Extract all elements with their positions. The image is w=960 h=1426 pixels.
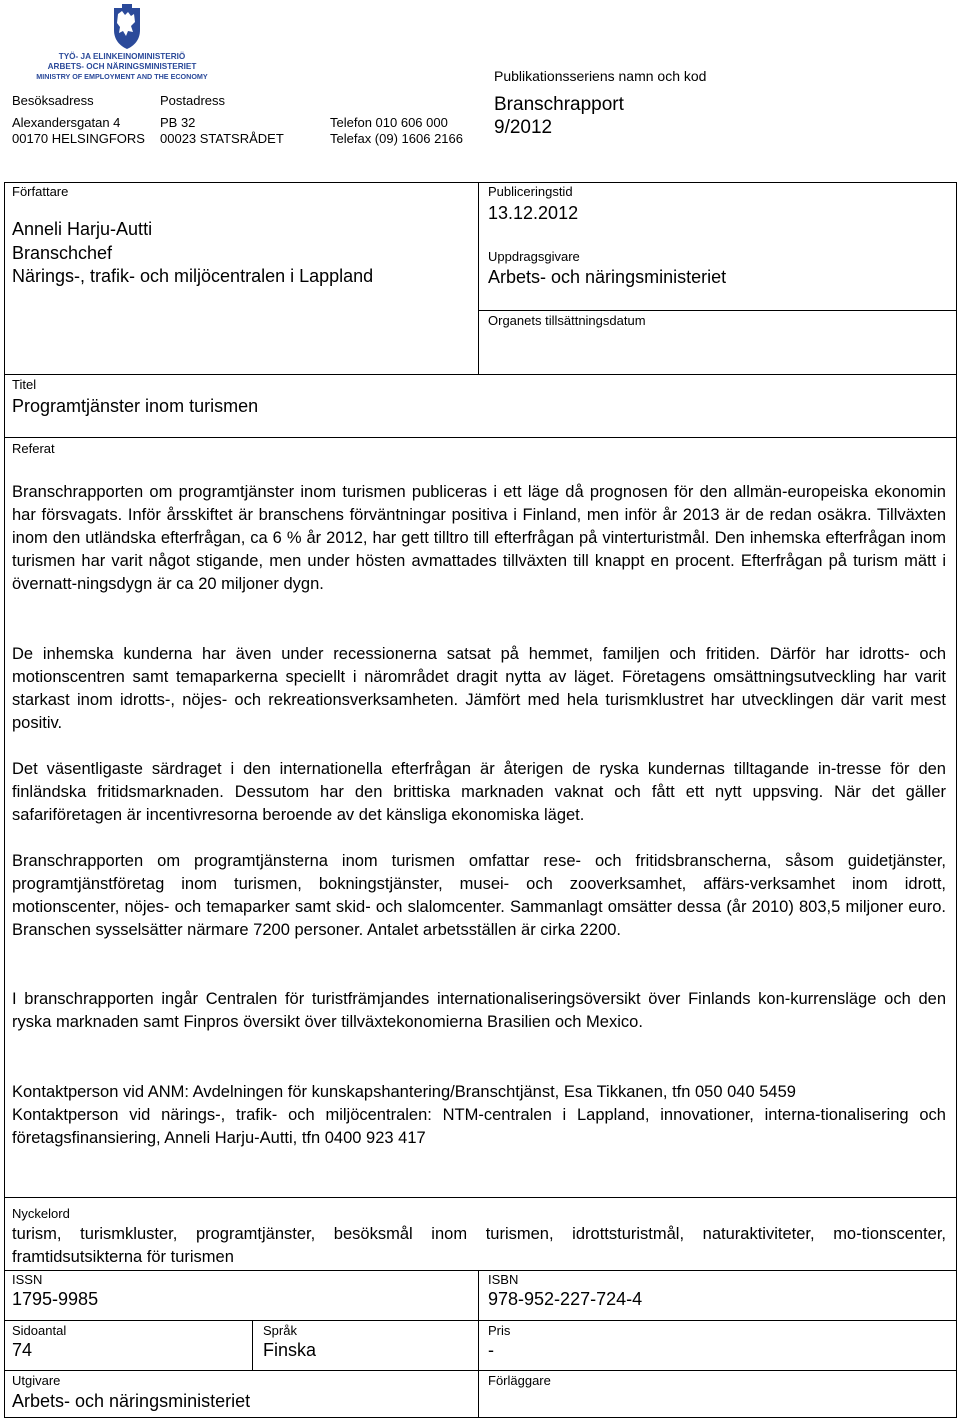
client-label: Uppdragsgivare xyxy=(488,249,580,264)
abstract-paragraph: Branschrapporten om programtjänsterna inom turismen omfattar rese- och fritidsbranscherna, såsom guidetjänster, programtjänstföretag inom turismen, bokningstjänster, musei- och zooverksamhet, affärs-verksamhet inom idrott, motionscenter, nöjes- och temaparker samt skid- och slalomcenter. Sammanlagt omsätter dessa (år 2010) 803,5 miljoner euro. Branschen sysselsätter närmare 7200 personer. Antalet arbetsställen är cirka 2200. xyxy=(12,852,946,939)
author-organization: Närings-, trafik- och miljöcentralen i Lappland xyxy=(12,266,374,286)
isbn-label: ISBN xyxy=(488,1272,519,1287)
visit-address-label: Besöksadress xyxy=(12,93,94,108)
pages-label: Sidoantal xyxy=(12,1323,67,1338)
post-city: 00023 STATSRÅDET xyxy=(160,131,284,146)
contact-persons: Kontaktperson vid ANM: Avdelningen för kunskapshantering/Branschtjänst, Esa Tikkanen, tfn 050 040 5459 Kontaktperson vid närings-, trafik- och miljöcentralen: NTM-centralen i Lappland, innovationer, interna-tionalisering och företagsfinansiering, Anneli Harju-Autti, tfn 0400 923 417 xyxy=(12,1083,946,1147)
keywords-label: Nyckelord xyxy=(12,1206,70,1221)
visit-street: Alexandersgatan 4 xyxy=(12,115,121,130)
logo-line-finnish: TYÖ- JA ELINKEINOMINISTERIÖ xyxy=(58,52,186,61)
price-label: Pris xyxy=(488,1323,511,1338)
issn-value: 1795-9985 xyxy=(12,1289,99,1309)
pages-value: 74 xyxy=(12,1340,33,1360)
visit-city: 00170 HELSINGFORS xyxy=(12,131,145,146)
abstract-paragraph: Det väsentligaste särdraget i den internationella efterfrågan är återigen de ryska kundernas tilltagande in-tresse för den finländska fritidsmarknaden. Dessutom har den brittiska marknaden vaknat och fått ett nytt uppsving. När det gäller safariföretagen är incentivresorna beroende av det känsliga ekonomiska läget. xyxy=(12,760,946,824)
author-title: Branschchef xyxy=(12,243,113,263)
title-label: Titel xyxy=(12,377,37,392)
logo-line-swedish: ARBETS- OCH NÄRINGSMINISTERIET xyxy=(47,62,197,71)
organ-date-label: Organets tillsättningsdatum xyxy=(488,313,646,328)
pubdate-value: 13.12.2012 xyxy=(488,203,579,223)
fax-number: Telefax (09) 1606 2166 xyxy=(330,131,463,146)
abstract-paragraph: De inhemska kunderna har även under recessionerna satsat på hemmet, familjen och fritiden. Därför har idrotts- och motionscentren samt temaparkerna speciellt i närområdet dragit nytta av läget. Företagens omsättningsutveckling har varit starkast inom idrotts-, nöjes- och rekreationsverksamheten. Jämfört med hela turismklustret har utvecklingen där varit mest positiv. xyxy=(12,645,946,732)
author-label: Författare xyxy=(12,184,69,199)
issn-label: ISSN xyxy=(12,1272,43,1287)
client-value: Arbets- och näringsministeriet xyxy=(488,267,727,287)
post-box: PB 32 xyxy=(160,115,196,130)
keywords-value: turism, turismkluster, programtjänster, besöksmål inom turismen, idrottsturistmål, naturaktiviteter, mo-tionscenter, framtidsutsikterna för turismen xyxy=(12,1225,946,1266)
publisher-value: Arbets- och näringsministeriet xyxy=(12,1391,251,1411)
abstract-paragraph: I branschrapporten ingår Centralen för turistfrämjandes internationaliseringsöversikt över Finlands kon-kurrensläge och den ryska marknaden samt Finpros översikt över tillväxtekonomierna Brasilien och Mexico. xyxy=(12,990,946,1031)
pubdate-label: Publiceringstid xyxy=(488,184,573,199)
abstract-label: Referat xyxy=(12,441,55,456)
report-title: Programtjänster inom turismen xyxy=(12,396,259,416)
logo-line-english: MINISTRY OF EMPLOYMENT AND THE ECONOMY xyxy=(36,72,208,81)
series-name: Branschrapport xyxy=(494,94,624,115)
isbn-value: 978-952-227-724-4 xyxy=(488,1289,643,1309)
author-name: Anneli Harju-Autti xyxy=(12,219,153,239)
series-code: 9/2012 xyxy=(494,117,553,138)
phone-number: Telefon 010 606 000 xyxy=(330,115,448,130)
language-value: Finska xyxy=(263,1340,317,1360)
post-address-label: Postadress xyxy=(160,93,226,108)
publisher-label: Utgivare xyxy=(12,1373,61,1388)
price-value: - xyxy=(488,1340,494,1360)
ministry-logo xyxy=(14,4,230,82)
distributor-label: Förläggare xyxy=(488,1373,551,1388)
language-label: Språk xyxy=(263,1323,297,1338)
series-label: Publikationsseriens namn och kod xyxy=(494,68,707,84)
abstract-paragraph: Branschrapporten om programtjänster inom turismen publiceras i ett läge då prognosen för den allmän-europeiska ekonomin har försvagats. Inför årsskiftet är branschens förväntningar positiva i Finland, men inför år 2013 är de redan osäkra. Tillväxten inom den utländska efterfrågan, ca 6 % år 2012, har gett tilltro till efterfrågan på vinterturistmål. Den inhemska efterfrågan inom turismen har varit något stigande, men under hösten avmattades tillväxten till knappt en procent. Efterfrågan på turism mätt i övernatt-ningsdygn är ca 20 miljoner dygn. xyxy=(12,483,946,593)
lion-emblem-icon xyxy=(114,4,140,49)
